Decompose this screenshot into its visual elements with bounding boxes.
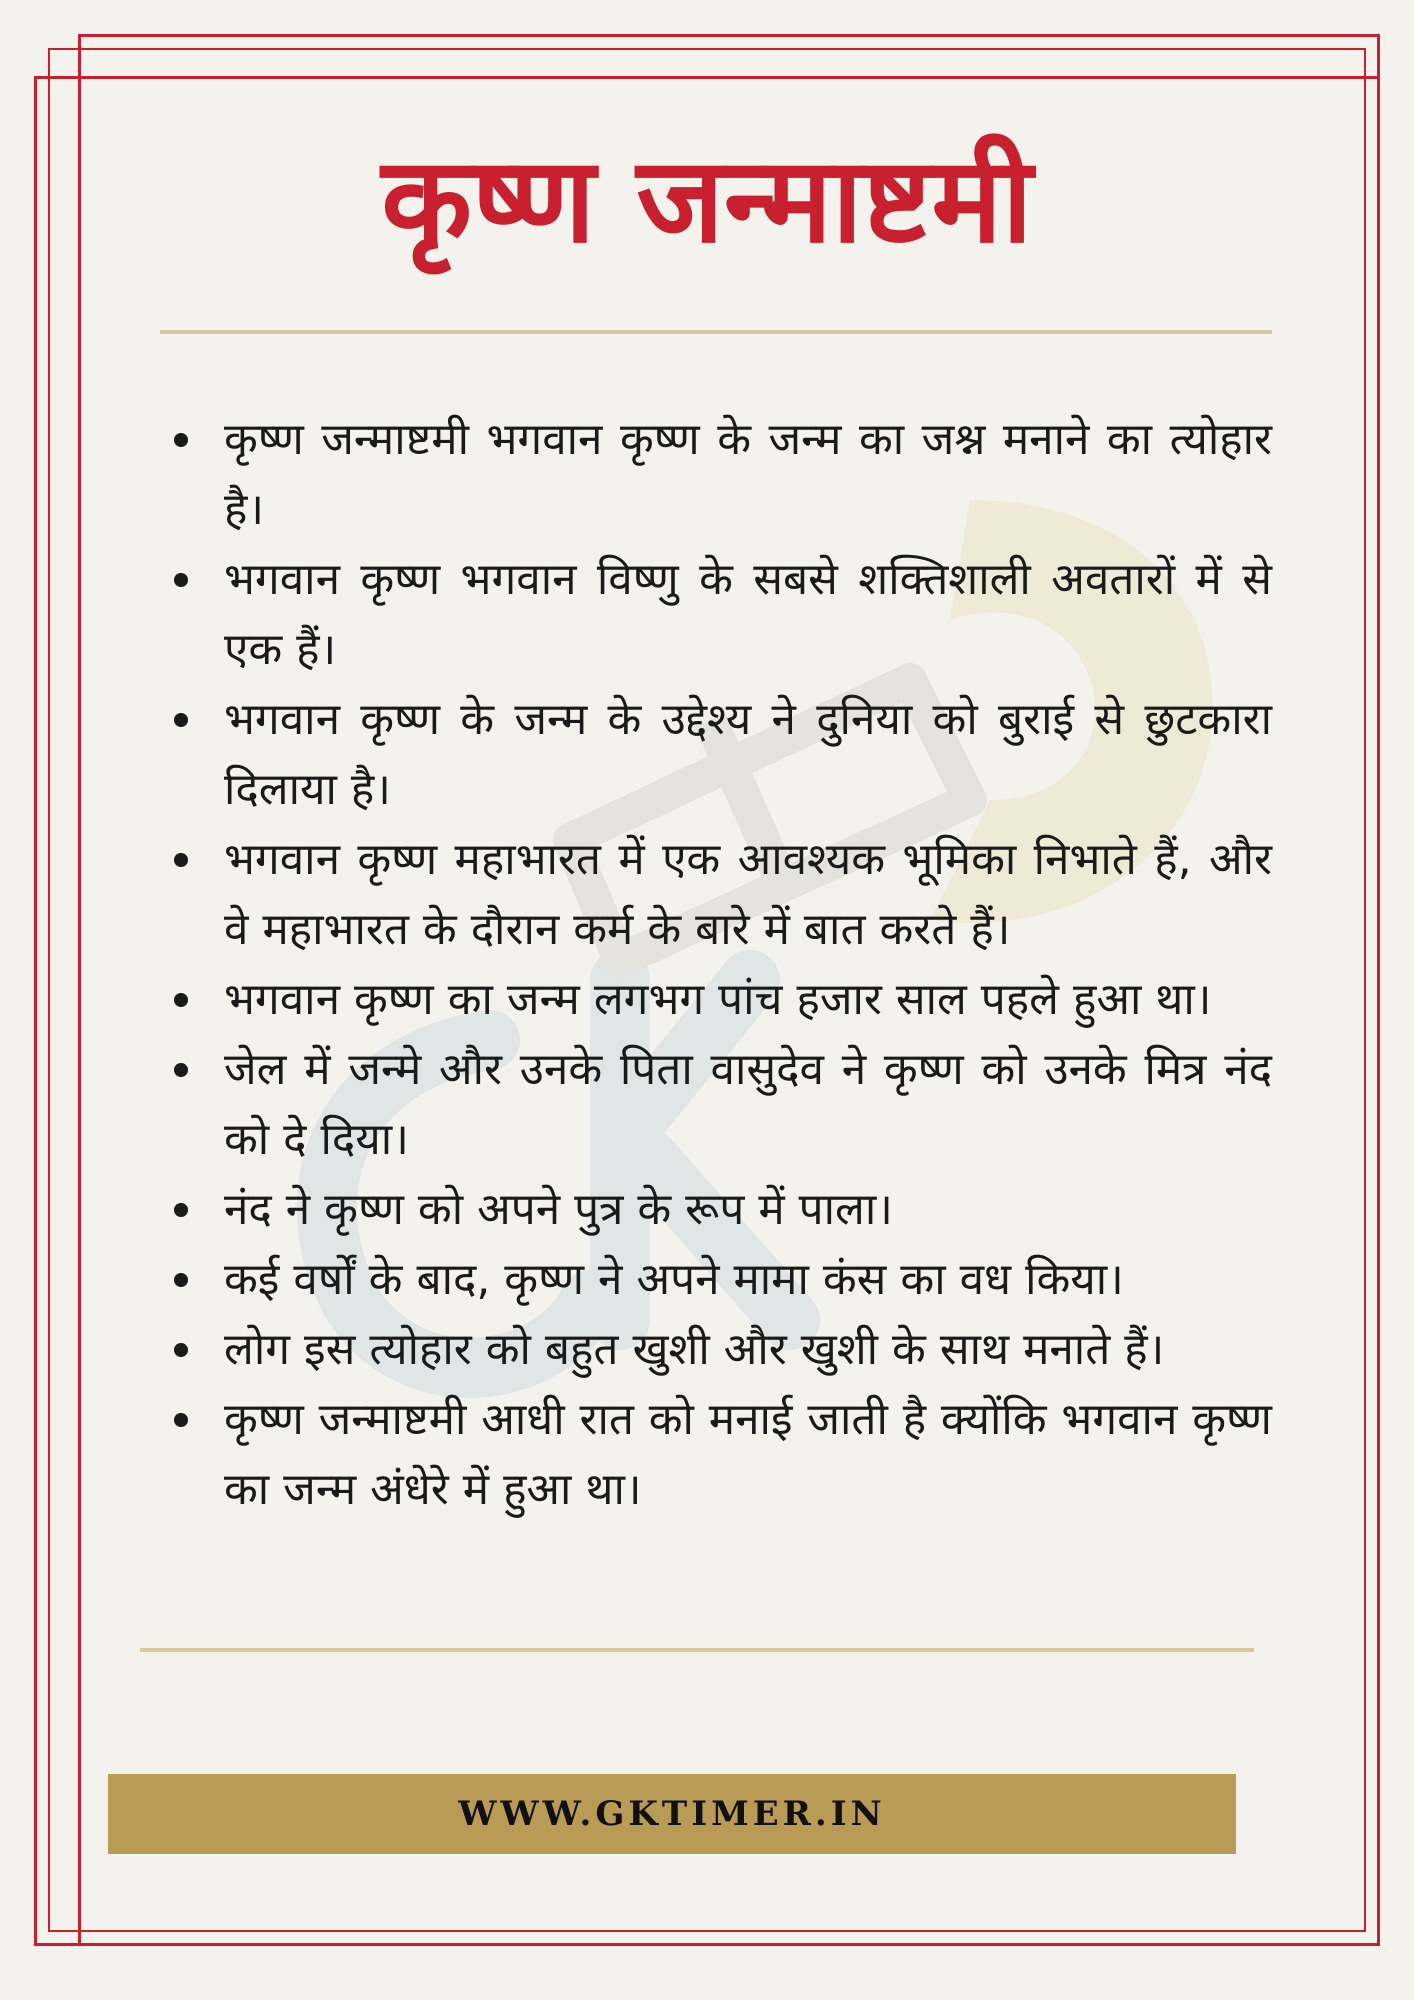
bullet-icon [174,1203,188,1217]
list-item-text: नंद ने कृष्ण को अपने पुत्र के रूप में पाला। [224,1184,893,1235]
bullet-icon [174,433,188,447]
list-item-text: भगवान कृष्ण का जन्म लगभग पांच हजार साल पहले हुआ था। [224,974,1212,1025]
bullet-icon [174,713,188,727]
list-item [168,965,1272,1035]
list-item-text: भगवान कृष्ण महाभारत में एक आवश्यक भूमिका निभाते हैं, और वे महाभारत के दौरान कर्म के बारे में बात करते हैं। [224,834,1272,955]
page-title: कृष्ण जन्माष्टमी [381,131,1033,269]
list-item-text: लोग इस त्योहार को बहुत खुशी और खुशी के साथ मनाते हैं। [224,1324,1165,1375]
bullet-icon [174,993,188,1007]
list-item [168,1175,1272,1245]
list-item [168,1245,1272,1315]
list-item [168,1315,1272,1385]
list-item [168,405,1272,545]
bullet-icon [174,1063,188,1077]
footer-banner [108,1774,1236,1854]
title-divider [160,330,1272,334]
list-item-text: भगवान कृष्ण के जन्म के उद्देश्य ने दुनिया को बुराई से छुटकारा दिलाया है। [224,694,1272,815]
list-item-text: कृष्ण जन्माष्टमी भगवान कृष्ण के जन्म का जश्न मनाने का त्योहार है। [224,414,1272,535]
list-item [168,1035,1272,1175]
list-item [168,685,1272,825]
bullet-icon [174,1413,188,1427]
list-item [168,1385,1272,1525]
bullet-icon [174,1343,188,1357]
bullet-list [168,405,1272,1525]
list-item-text: कृष्ण जन्माष्टमी आधी रात को मनाई जाती है क्योंकि भगवान कृष्ण का जन्म अंधेरे में हुआ था। [224,1394,1272,1515]
list-item-text: भगवान कृष्ण भगवान विष्णु के सबसे शक्तिशाली अवतारों में से एक हैं। [224,554,1272,675]
list-item-text: जेल में जन्मे और उनके पिता वासुदेव ने कृष्ण को उनके मित्र नंद को दे दिया। [224,1044,1272,1165]
bullet-icon [174,853,188,867]
website-url[interactable]: WWW.GKTIMER.IN [458,1794,886,1834]
bullet-icon [174,1273,188,1287]
bullet-icon [174,573,188,587]
list-item [168,825,1272,965]
footer-divider [140,1648,1254,1652]
list-item [168,545,1272,685]
list-item-text: कई वर्षों के बाद, कृष्ण ने अपने मामा कंस का वध किया। [224,1254,1124,1305]
